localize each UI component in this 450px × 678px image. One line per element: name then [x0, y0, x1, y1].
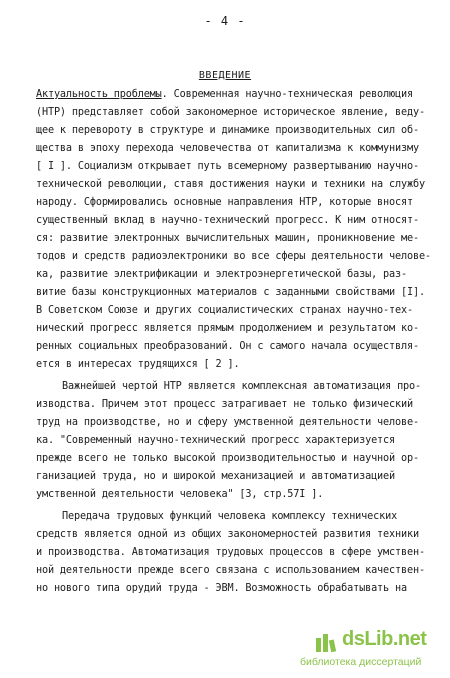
line-text: . Современная научно-техническая революция — [161, 89, 413, 100]
text-line: существенный вклад в научно-технический прогресс. К ним относят- — [36, 215, 419, 226]
text-line: нический прогресс является прямым продолжением и результатом ко- — [36, 323, 419, 334]
text-line: (НТР) представляет собой закономерное историческое явление, веду- — [36, 107, 425, 118]
text-line: тодов и средств радиоэлектроники во все сферы деятельности челове- — [36, 251, 431, 262]
text-line: щее к перевороту в структуре и динамике производительных сил об- — [36, 125, 419, 136]
text-line: ка. "Современный научно-технический прогресс характеризуется — [36, 435, 396, 446]
text-line: ренных социальных преобразований. Он с самого начала осуществля- — [36, 341, 419, 352]
text-line: но нового типа орудий труда - ЭВМ. Возможность обрабатывать на — [36, 583, 407, 594]
page-number: - 4 - — [204, 14, 246, 28]
dslib-watermark — [300, 628, 446, 674]
text-line: ка, развитие электрификации и электроэнергетической базы, раз- — [36, 269, 407, 280]
paragraph-first-line: Важнейшей чертой НТР является комплексная автоматизация про- — [62, 381, 422, 392]
text-line: ся: развитие электронных вычислительных машин, проникновение ме- — [36, 233, 419, 244]
text-line: прежде всего не только высокой производительностью и научной ор- — [36, 453, 419, 464]
watermark-subtitle: библиотека диссертаций — [300, 656, 422, 668]
text-line — [36, 86, 413, 104]
text-line: В Советском Союзе и других социалистических странах научно-тех- — [36, 305, 413, 316]
dslib-logo-icon — [314, 630, 340, 654]
watermark-brand: dsLib.net — [342, 628, 427, 650]
text-line: и производства. Автоматизация трудовых процессов в сфере умствен- — [36, 547, 425, 558]
text-line: ганизацией труда, но и широкой механизацией и автоматизацией — [36, 471, 396, 482]
paragraph-first-line: Передача трудовых функций человека комплексу технических — [62, 511, 398, 522]
text-line: технической революции, ставя достижения науки и техники на службу — [36, 179, 425, 190]
text-line: ной деятельности прежде всего связана с использованием качествен- — [36, 565, 425, 576]
text-line: витие базы конструкционных материалов с заданными свойствами [I]. — [36, 287, 425, 298]
text-line: средств является одной из общих закономерностей развития техники — [36, 529, 419, 540]
section-heading: ВВЕДЕНИЕ — [198, 70, 252, 81]
text-line: народу. Сформировались основные направления НТР, которые вносят — [36, 197, 413, 208]
text-line: изводства. Причем этот процесс затрагивает не только физический — [36, 399, 413, 410]
text-line: умственной деятельности человека" [3, стр.57I ]. — [36, 489, 324, 500]
text-line: труд на производстве, но и сферу умственной деятельности челове- — [36, 417, 419, 428]
lead-term: Актуальность проблемы — [36, 89, 162, 100]
text-line: щества в эпоху перехода человечества от капитализма к коммунизму — [36, 143, 419, 154]
text-line: ется в интересах трудящихся [ 2 ]. — [36, 359, 240, 370]
text-line: [ I ]. Социализм открывает путь всемерному развертыванию научно- — [36, 161, 419, 172]
